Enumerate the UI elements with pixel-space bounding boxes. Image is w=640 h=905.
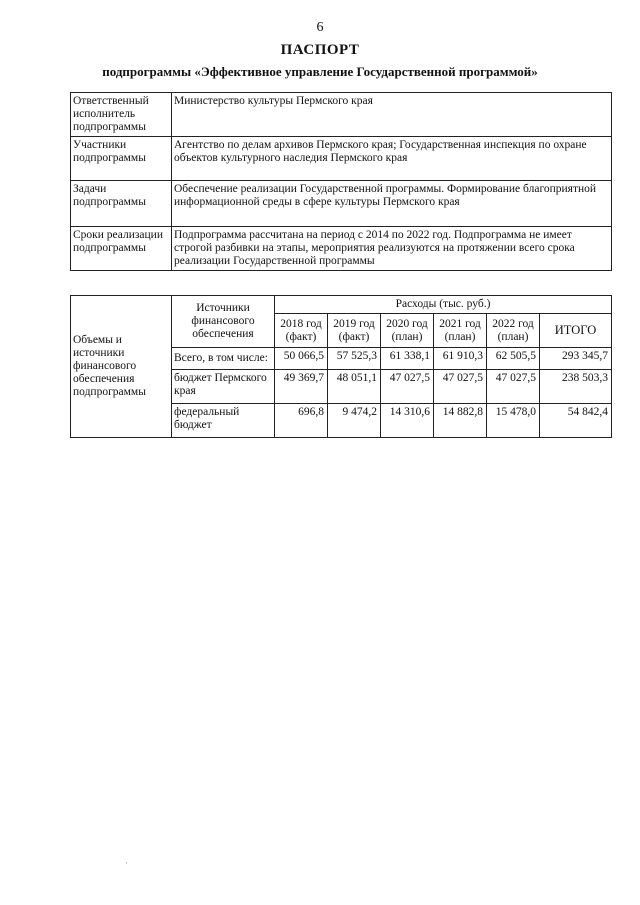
finance-header-row xyxy=(71,296,612,314)
finance-value: 61 338,1 xyxy=(381,348,434,370)
finance-value: 696,8 xyxy=(275,404,328,438)
scan-mark: · xyxy=(125,858,128,868)
finance-value: 14 310,6 xyxy=(381,404,434,438)
finance-table xyxy=(70,295,612,438)
finance-source: федеральный бюджет xyxy=(172,404,275,438)
page-number: 6 xyxy=(316,20,324,35)
finance-value: 238 503,3 xyxy=(540,370,612,404)
finance-value: 54 842,4 xyxy=(540,404,612,438)
finance-value: 49 369,7 xyxy=(275,370,328,404)
expenses-header: Расходы (тыс. руб.) xyxy=(275,296,612,314)
year-header: 2020 год (план) xyxy=(381,314,434,348)
finance-value: 47 027,5 xyxy=(381,370,434,404)
passport-label: Участники подпрограммы xyxy=(71,137,172,181)
passport-label: Ответственный исполнитель подпрограммы xyxy=(71,93,172,137)
passport-text: Министерство культуры Пермского края xyxy=(172,93,612,137)
passport-text: Подпрограмма рассчитана на период с 2014 по 2022 год. Подпрограмма не имеет строгой разбивки на этапы, мероприятия реализуются на протяжении всего срока реализации Государственной программы xyxy=(172,227,612,271)
finance-source: бюджет Пермского края xyxy=(172,370,275,404)
finance-value: 48 051,1 xyxy=(328,370,381,404)
finance-value: 293 345,7 xyxy=(540,348,612,370)
finance-source: Всего, в том числе: xyxy=(172,348,275,370)
passport-label: Задачи подпрограммы xyxy=(71,181,172,227)
passport-row xyxy=(71,93,612,137)
finance-value: 57 525,3 xyxy=(328,348,381,370)
sources-header: Источники финансового обеспечения xyxy=(172,296,275,348)
finance-value: 15 478,0 xyxy=(487,404,540,438)
page-title: ПАСПОРТ xyxy=(280,42,360,58)
page-subtitle: подпрограммы «Эффективное управление Государственной программой» xyxy=(102,64,538,79)
finance-row-label: Объемы и источники финансового обеспечения подпрограммы xyxy=(71,296,172,438)
passport-label: Сроки реализации подпрограммы xyxy=(71,227,172,271)
finance-value: 62 505,5 xyxy=(487,348,540,370)
passport-text: Обеспечение реализации Государственной программы. Формирование благоприятной информационной среды в сфере культуры Пермского края xyxy=(172,181,612,227)
finance-value: 50 066,5 xyxy=(275,348,328,370)
year-header: 2022 год (план) xyxy=(487,314,540,348)
passport-text: Агентство по делам архивов Пермского края; Государственная инспекция по охране объектов культурного наследия Пермского края xyxy=(172,137,612,181)
passport-row xyxy=(71,227,612,271)
finance-value: 14 882,8 xyxy=(434,404,487,438)
total-header: ИТОГО xyxy=(540,314,612,348)
year-header: 2018 год (факт) xyxy=(275,314,328,348)
finance-value: 47 027,5 xyxy=(434,370,487,404)
finance-value: 61 910,3 xyxy=(434,348,487,370)
passport-table xyxy=(70,92,612,271)
passport-row xyxy=(71,137,612,181)
finance-value: 9 474,2 xyxy=(328,404,381,438)
year-header: 2019 год (факт) xyxy=(328,314,381,348)
passport-row xyxy=(71,181,612,227)
finance-value: 47 027,5 xyxy=(487,370,540,404)
year-header: 2021 год (план) xyxy=(434,314,487,348)
